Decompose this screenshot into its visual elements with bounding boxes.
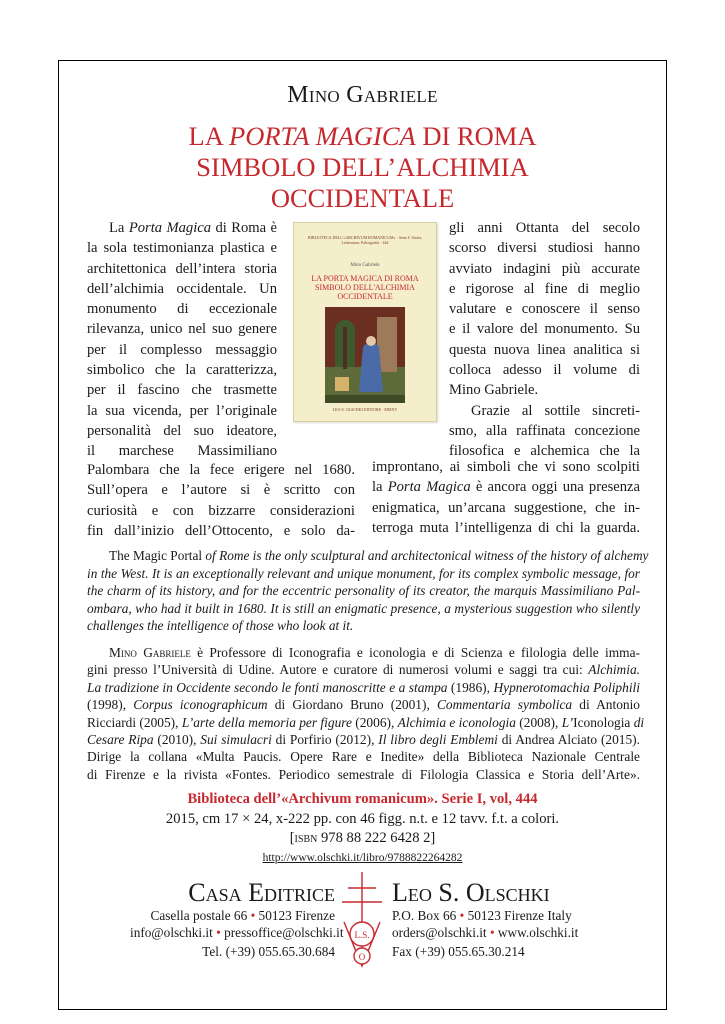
text-line: Grazie al sottile sincreti-: [471, 402, 640, 419]
text-line: in the West. It is an exceptionally relevant and unique monument, for its complex symbolic message, for: [87, 565, 640, 581]
text-line: per il fascino che trasmette: [87, 382, 277, 399]
text-line: e rigorose al fine di meglio: [449, 280, 640, 297]
text-line: challenges the intelligence of those who look at it.: [87, 618, 354, 634]
telephone: Tel. (+39) 055.65.30.684: [202, 944, 335, 959]
text-line: gini presso l’Università di Udine. Autore e curatore di numerosi volumi e saggi tra cui: Alchimia.: [87, 662, 640, 678]
publisher-right: [392, 878, 622, 941]
text-line: dell’alchimia occidentale. Un: [87, 280, 277, 297]
text-line: la sua vicenda, per l’originale: [87, 402, 277, 419]
cover-title: LA PORTA MAGICA DI ROMA SIMBOLO DELL'ALCHIMIA OCCIDENTALE: [311, 274, 419, 301]
text-line: Cesare Ripa (2010), Sui simulacri di Porfirio (2012), Il libro degli Emblemi di Andrea Alciato (2015).: [87, 732, 640, 748]
text-line: Ricciardi (2005), L’arte della memoria per figure (2006), Alchimia e iconologia (2008), L’Iconologia di: [87, 714, 645, 730]
title-line-1: LA PORTA MAGICA DI ROMA: [188, 121, 537, 151]
text-line: di Firenze e la rivista «Fontes. Periodico semestrale di Filologia Classica e Storia dell’Arte».: [87, 766, 640, 782]
italian-text-right-column: [449, 218, 640, 462]
publisher-name-left: Casa Editrice: [188, 878, 335, 907]
italian-text-right-wide: [372, 457, 640, 538]
text-line: improntano, ai simboli che vi sono scolpiti: [372, 459, 640, 475]
text-line: architettonica dell’intera storia: [87, 260, 277, 277]
text-line: enigmatica, un’arcana suggestione, che in-: [372, 499, 640, 516]
cover-author: Mino Gabriele: [350, 263, 380, 268]
text-line: avviato indagini più accurate: [449, 260, 640, 277]
italian-text-left-wide: [87, 460, 355, 541]
text-line: rilevanza, unico nel suo genere: [87, 321, 277, 338]
text-line: scorso diversi studiosi hanno: [449, 240, 640, 257]
text-line: valutare e conoscere il senso: [449, 301, 640, 318]
isbn: [isbn 978 88 222 6428 2]: [289, 829, 436, 846]
text-line: La Porta Magica di Roma è: [109, 220, 277, 236]
svg-text:O: O: [358, 952, 366, 962]
po-box-address: P.O. Box 66 • 50123 Firenze Italy: [392, 908, 572, 923]
text-line: questa nuova linea analitica si: [449, 341, 640, 358]
cover-series-header: BIBLIOTECA DELL'«ARCHIVUM ROMANICUM» · Serie I: Storia, Letteratura, Paleografia · 444: [307, 235, 423, 245]
text-line: Mino Gabriele è Professore di Iconografia e iconologia e di Scienza e filologia delle imma-: [109, 645, 640, 660]
text-line: smo, alla raffinata concezione: [449, 422, 640, 439]
text-line: monumento di eccezionale: [87, 301, 277, 318]
specs-line: 2015, cm 17 × 24, x-222 pp. con 46 figg. n.t. e 12 tavv. f.t. a colori.: [165, 811, 560, 827]
text-line: Mino Gabriele.: [449, 382, 539, 399]
text-line: Sull’opera e l’autore si è scritto con: [87, 482, 355, 499]
title-line-3: OCCIDENTALE: [270, 183, 455, 213]
text-line: per il complesso messaggio: [87, 341, 277, 358]
text-line: the charm of its history, and for the eccentric personality of its creator, the marquis Massimiliano Pal-: [87, 583, 640, 599]
text-line: curiosità e con bizzarre considerazioni: [87, 502, 355, 519]
text-line: fin dall’inizio dell’Ottocento, e solo da-: [87, 522, 355, 539]
author-name: Mino Gabriele: [287, 82, 438, 108]
text-line: personalità del suo ideatore,: [87, 422, 277, 439]
order-contacts: orders@olschki.it • www.olschki.it: [392, 924, 579, 940]
text-line: e il valore del monumento. Su: [449, 321, 640, 338]
title-line-2: SIMBOLO DELL’ALCHIMIA: [196, 152, 529, 182]
postal-address: Casella postale 66 • 50123 Firenze: [150, 908, 335, 923]
email-addresses: info@olschki.it • pressoffice@olschki.it: [130, 924, 344, 940]
text-line: ombara, who had it built in 1680. It is still an enigmatic presence, a mysterious suggestion who silently: [87, 600, 640, 616]
publisher-logo: [338, 870, 386, 970]
text-line: colloca adesso il volume di: [449, 362, 640, 379]
book-url-link[interactable]: http://www.olschki.it/libro/9788822264282: [262, 852, 463, 864]
text-line: filosofica e alchemica che la: [449, 443, 640, 460]
cover-publisher: LEO S. OLSCHKI EDITORE · MMXV: [332, 407, 398, 412]
text-line: La tradizione in Occidente secondo le fonti manoscritte e a stampa (1986), Hypnerotomachia Poliphili: [87, 679, 640, 695]
text-line: la Porta Magica è ancora oggi una presenza: [372, 479, 640, 496]
book-cover-image: [293, 222, 437, 422]
text-line: The Magic Portal of Rome is the only sculptural and architectonical witness of the history of alchemy: [109, 548, 649, 563]
text-line: gli anni Ottanta del secolo: [449, 220, 640, 236]
text-line: Dirige la collana «Multa Paucis. Opere Rare e Inedite» della Biblioteca Nazionale Centrale: [87, 749, 640, 765]
text-line: (1998), Corpus iconographicum di Giordano Bruno (2001), Commentaria symbolica di Antonio: [87, 697, 640, 713]
cover-painting-icon: [325, 307, 405, 403]
text-line: terroga muta l’intelligenza di chi la guarda.: [372, 519, 640, 536]
publisher-name-right: Leo S. Olschki: [392, 878, 550, 907]
publisher-left: [130, 878, 344, 941]
text-line: il marchese Massimiliano: [87, 443, 277, 460]
book-title: [0, 121, 725, 214]
text-line: la sola testimonianza plastica e: [87, 240, 277, 257]
series-title: Biblioteca dell’«Archivum romanicum». Serie I, vol, 444: [187, 791, 538, 807]
svg-text:L.S.: L.S.: [354, 930, 370, 940]
text-line: Palombara che la fece erigere nel 1680.: [87, 462, 355, 478]
book-specs: [0, 810, 725, 847]
cover-illustration: [325, 307, 405, 403]
english-summary: [87, 547, 649, 635]
text-line: simbolico che la caratterizza,: [87, 362, 277, 379]
fax: Fax (+39) 055.65.30.214: [392, 944, 525, 959]
olschki-cross-logo-icon: [338, 870, 386, 970]
author-bio: [87, 644, 645, 783]
italian-text-left-column: [87, 218, 277, 462]
